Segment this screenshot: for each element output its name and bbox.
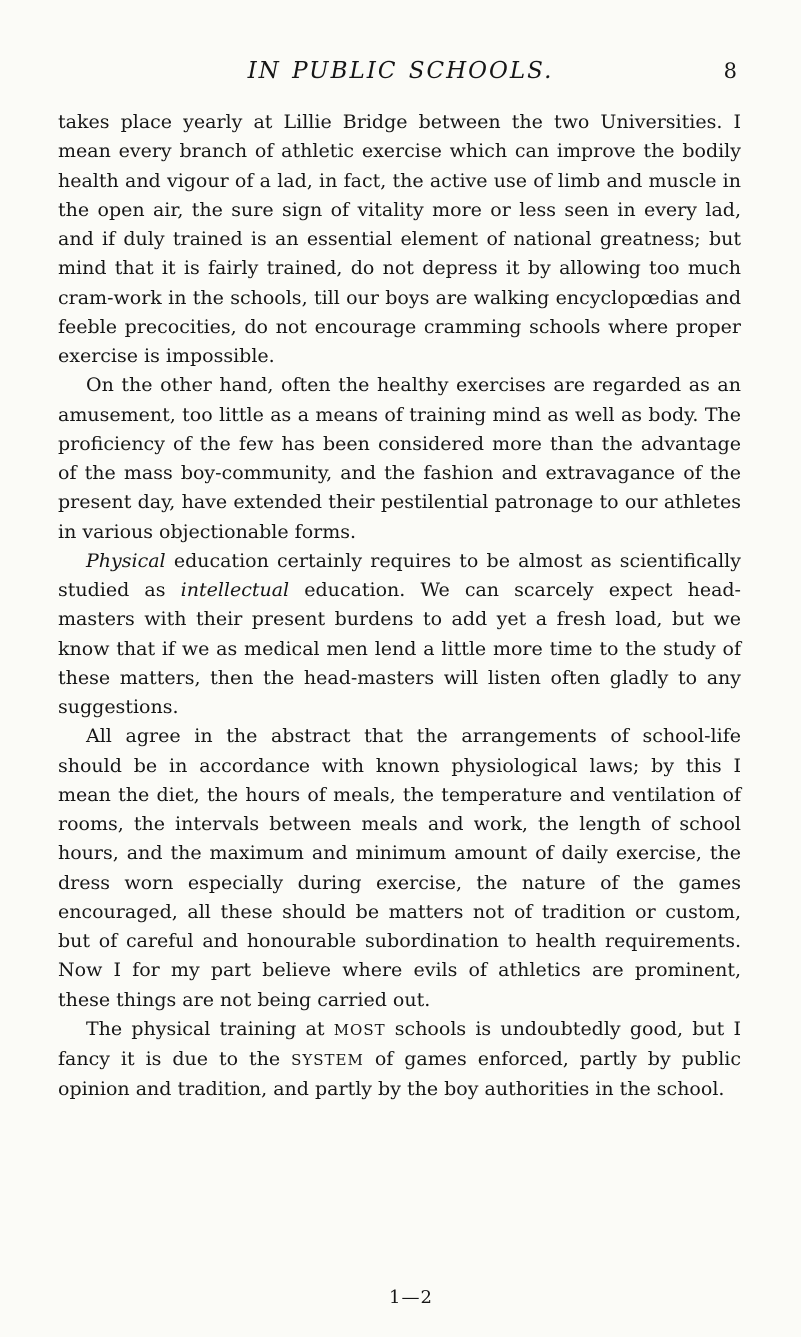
small-caps-most: MOST bbox=[333, 1020, 386, 1039]
paragraph-5 bbox=[58, 1015, 741, 1105]
page-number: 8 bbox=[723, 59, 737, 83]
paragraph-3 bbox=[58, 547, 741, 723]
paragraph-1: takes place yearly at Lillie Bridge between the two Universities. I mean every branch of athletic exercise which can improve the bodily health and vigour of a lad, in fact, the active use of limb and muscle in the open air, the sure sign of vitality more or less seen in every lad, and if duly trained is an essential element of national greatness; but mind that it is fairly trained, do not depress it by allowing too much cram-work in the schools, till our boys are walking encyclopœdias and feeble precocities, do not encourage cramming schools where proper exercise is impossible. bbox=[58, 111, 741, 367]
paragraph-2: On the other hand, often the healthy exercises are regarded as an amusement, too little as a means of training mind as well as body. The proficiency of the few has been considered more than the advantage of the mass boy-community, and the fashion and extravagance of the present day, have extended their pestilential patronage to our athletes in various objectionable forms. bbox=[58, 374, 741, 543]
running-title: IN PUBLIC SCHOOLS. bbox=[247, 58, 554, 84]
emphasis-intellectual: intellectual bbox=[180, 579, 290, 601]
paragraph-4: All agree in the abstract that the arrangements of school-life should be in accordance with known physiological laws; by this I mean the diet, the hours of meals, the temperature and ventilation of rooms, the intervals between meals and work, the length of school hours, and the maximum and minimum amount of daily exercise, the dress worn especially during exercise, the nature of the games encouraged, all these should be matters not of tradition or custom, but of careful and honourable subordination to health requirements. Now I for my part believe where evils of athletics are prominent, these things are not being carried out. bbox=[58, 725, 741, 1011]
paragraph-3-text-1: education certainly requires to be almost as scientifically studied as bbox=[58, 549, 741, 601]
paragraph-5-text-1: The physical training at bbox=[86, 1017, 334, 1040]
paragraph-5-text-3: of games enforced, partly by public opinion and tradition, and partly by the boy authorities in the school. bbox=[58, 1048, 741, 1101]
body-text bbox=[58, 108, 741, 1105]
running-head bbox=[58, 56, 743, 86]
paragraph-3-text-2: education. We can scarcely expect head-masters with their present burdens to add yet a fresh load, but we know that if we as medical men lend a little more time to the study of these matters, then the head-masters will listen often gladly to any suggestions. bbox=[58, 579, 741, 718]
emphasis-physical: Physical bbox=[86, 549, 166, 572]
signature-mark: 1—2 bbox=[389, 1287, 433, 1308]
paragraph-5-text-2: schools is undoubtedly good, but I fancy it is due to the bbox=[58, 1017, 741, 1070]
small-caps-system: SYSTEM bbox=[291, 1051, 364, 1069]
